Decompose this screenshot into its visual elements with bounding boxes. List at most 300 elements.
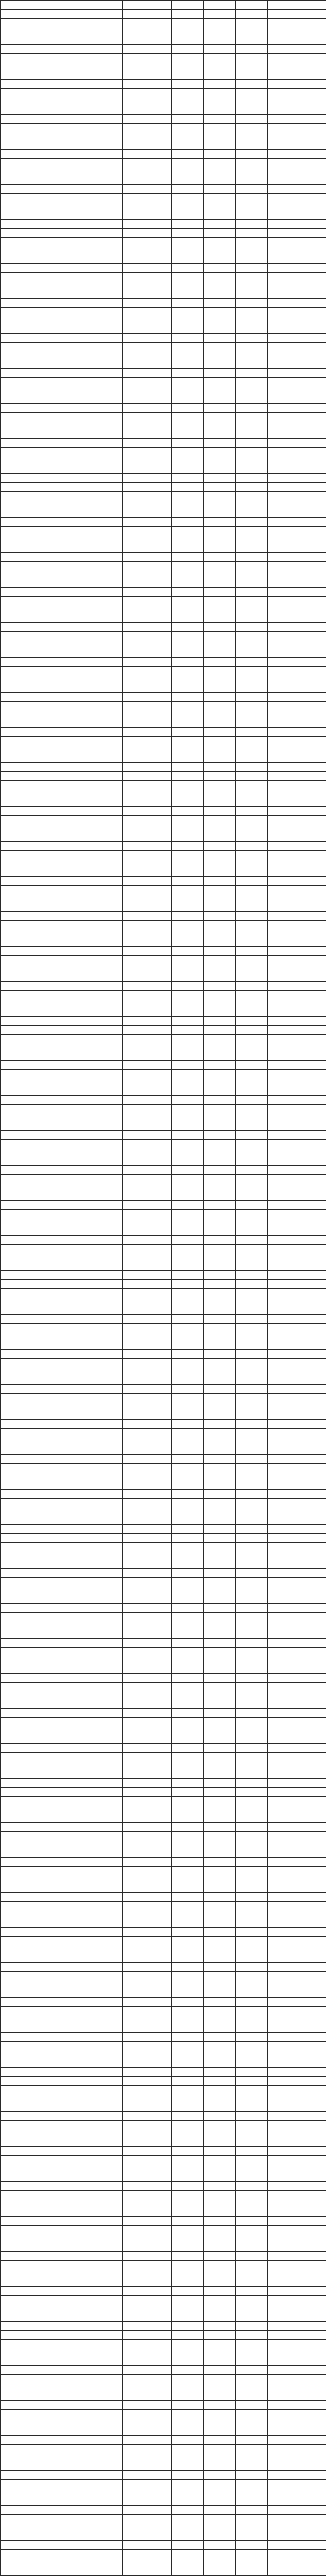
cell-d bbox=[235, 193, 267, 202]
cell-school bbox=[38, 272, 122, 281]
cell-d bbox=[235, 2059, 267, 2067]
cell-c bbox=[203, 2129, 235, 2138]
cell-c bbox=[203, 876, 235, 885]
cell-a bbox=[122, 1621, 171, 1630]
cell-d bbox=[235, 2532, 267, 2540]
cell-school bbox=[38, 1524, 122, 1533]
cell-d bbox=[235, 2295, 267, 2304]
cell-seq bbox=[1, 1130, 38, 1139]
cell-b bbox=[171, 1306, 203, 1314]
table-row bbox=[1, 2243, 326, 2251]
cell-a bbox=[122, 990, 171, 999]
cell-seq bbox=[1, 1463, 38, 1472]
cell-c bbox=[203, 1419, 235, 1428]
cell-a bbox=[122, 1516, 171, 1524]
cell-c bbox=[203, 1244, 235, 1253]
cell-school bbox=[38, 561, 122, 570]
table-row bbox=[1, 719, 326, 727]
cell-c bbox=[203, 990, 235, 999]
cell-a bbox=[122, 2497, 171, 2505]
cell-school bbox=[38, 1778, 122, 1787]
cell-b bbox=[171, 1437, 203, 1446]
cell-school bbox=[38, 1087, 122, 1095]
cell-b bbox=[171, 1209, 203, 1218]
table-row bbox=[1, 570, 326, 579]
cell-d bbox=[235, 1603, 267, 1612]
cell-seq bbox=[1, 141, 38, 149]
cell-seq bbox=[1, 53, 38, 62]
table-row bbox=[1, 1498, 326, 1507]
cell-seq bbox=[1, 1122, 38, 1130]
cell-a bbox=[122, 2392, 171, 2400]
cell-seq bbox=[1, 2260, 38, 2269]
cell-rank bbox=[267, 736, 326, 745]
cell-a bbox=[122, 981, 171, 990]
cell-school bbox=[38, 2015, 122, 2024]
table-row bbox=[1, 2006, 326, 2015]
cell-rank bbox=[267, 561, 326, 570]
cell-d bbox=[235, 62, 267, 71]
cell-b bbox=[171, 2067, 203, 2076]
table-row bbox=[1, 798, 326, 806]
cell-school bbox=[38, 456, 122, 465]
cell-rank bbox=[267, 649, 326, 657]
cell-c bbox=[203, 1682, 235, 1691]
cell-rank bbox=[267, 2076, 326, 2085]
cell-d bbox=[235, 1927, 267, 1936]
cell-b bbox=[171, 2208, 203, 2216]
cell-school bbox=[38, 2348, 122, 2357]
cell-d bbox=[235, 1682, 267, 1691]
cell-seq bbox=[1, 2444, 38, 2453]
table-row bbox=[1, 2409, 326, 2418]
cell-seq bbox=[1, 88, 38, 97]
cell-rank bbox=[267, 342, 326, 351]
cell-rank bbox=[267, 789, 326, 798]
cell-b bbox=[171, 561, 203, 570]
cell-b bbox=[171, 377, 203, 386]
table-row bbox=[1, 333, 326, 342]
cell-c bbox=[203, 465, 235, 473]
table-row bbox=[1, 307, 326, 316]
cell-seq bbox=[1, 167, 38, 176]
cell-seq bbox=[1, 71, 38, 79]
cell-rank bbox=[267, 1577, 326, 1586]
table-row bbox=[1, 2558, 326, 2567]
cell-b bbox=[171, 325, 203, 333]
cell-a bbox=[122, 1052, 171, 1060]
cell-b bbox=[171, 526, 203, 535]
cell-seq bbox=[1, 2173, 38, 2181]
cell-d bbox=[235, 386, 267, 395]
table-row bbox=[1, 1349, 326, 1358]
cell-rank bbox=[267, 666, 326, 675]
cell-a bbox=[122, 2155, 171, 2164]
cell-d bbox=[235, 2234, 267, 2243]
table-row bbox=[1, 395, 326, 403]
cell-b bbox=[171, 719, 203, 727]
cell-school bbox=[38, 1332, 122, 1341]
cell-b bbox=[171, 141, 203, 149]
table-row bbox=[1, 938, 326, 946]
cell-seq bbox=[1, 2190, 38, 2199]
cell-d bbox=[235, 552, 267, 561]
cell-c bbox=[203, 2567, 235, 2575]
cell-c bbox=[203, 1814, 235, 1822]
cell-b bbox=[171, 1297, 203, 1306]
cell-seq bbox=[1, 2374, 38, 2383]
cell-seq bbox=[1, 2278, 38, 2286]
table-row bbox=[1, 1840, 326, 1849]
cell-c bbox=[203, 2418, 235, 2427]
cell-seq bbox=[1, 1743, 38, 1752]
cell-d bbox=[235, 1647, 267, 1656]
cell-d bbox=[235, 307, 267, 316]
cell-b bbox=[171, 1892, 203, 1901]
cell-rank bbox=[267, 824, 326, 833]
cell-rank bbox=[267, 53, 326, 62]
cell-c bbox=[203, 649, 235, 657]
cell-b bbox=[171, 2059, 203, 2067]
cell-a bbox=[122, 1647, 171, 1656]
cell-a bbox=[122, 202, 171, 211]
cell-c bbox=[203, 1752, 235, 1761]
cell-a bbox=[122, 859, 171, 868]
cell-d bbox=[235, 325, 267, 333]
cell-d bbox=[235, 701, 267, 710]
cell-a bbox=[122, 1524, 171, 1533]
cell-b bbox=[171, 438, 203, 447]
cell-rank bbox=[267, 237, 326, 246]
cell-b bbox=[171, 1673, 203, 1682]
cell-rank bbox=[267, 97, 326, 106]
cell-rank bbox=[267, 833, 326, 841]
table-row bbox=[1, 1367, 326, 1376]
cell-seq bbox=[1, 1524, 38, 1533]
cell-seq bbox=[1, 1148, 38, 1157]
cell-seq bbox=[1, 2357, 38, 2365]
table-row bbox=[1, 841, 326, 850]
cell-d bbox=[235, 53, 267, 62]
cell-d bbox=[235, 1743, 267, 1752]
cell-a bbox=[122, 684, 171, 692]
cell-seq bbox=[1, 149, 38, 158]
cell-c bbox=[203, 2059, 235, 2067]
cell-rank bbox=[267, 246, 326, 255]
cell-a bbox=[122, 754, 171, 762]
table-row bbox=[1, 1052, 326, 1060]
cell-school bbox=[38, 333, 122, 342]
table-row bbox=[1, 2357, 326, 2365]
cell-a bbox=[122, 2286, 171, 2295]
cell-b bbox=[171, 964, 203, 973]
cell-rank bbox=[267, 1016, 326, 1025]
cell-rank bbox=[267, 2523, 326, 2532]
cell-school bbox=[38, 1376, 122, 1384]
cell-d bbox=[235, 71, 267, 79]
cell-b bbox=[171, 1463, 203, 1472]
cell-b bbox=[171, 1831, 203, 1840]
cell-rank bbox=[267, 1700, 326, 1708]
cell-seq bbox=[1, 2199, 38, 2208]
cell-c bbox=[203, 1647, 235, 1656]
cell-a bbox=[122, 2418, 171, 2427]
cell-school bbox=[38, 1603, 122, 1612]
cell-rank bbox=[267, 202, 326, 211]
cell-c bbox=[203, 2260, 235, 2269]
cell-b bbox=[171, 2076, 203, 2085]
cell-c bbox=[203, 561, 235, 570]
cell-school bbox=[38, 1428, 122, 1437]
cell-b bbox=[171, 307, 203, 316]
cell-seq bbox=[1, 579, 38, 587]
cell-b bbox=[171, 1805, 203, 1814]
table-row bbox=[1, 2295, 326, 2304]
cell-a bbox=[122, 535, 171, 544]
cell-rank bbox=[267, 1892, 326, 1901]
cell-b bbox=[171, 2540, 203, 2549]
table-row bbox=[1, 2041, 326, 2050]
cell-c bbox=[203, 114, 235, 123]
cell-c bbox=[203, 2208, 235, 2216]
table-row bbox=[1, 1130, 326, 1139]
cell-school bbox=[38, 1095, 122, 1104]
cell-school bbox=[38, 2269, 122, 2278]
cell-c bbox=[203, 2462, 235, 2470]
cell-a bbox=[122, 1262, 171, 1270]
cell-seq bbox=[1, 596, 38, 605]
cell-d bbox=[235, 237, 267, 246]
cell-seq bbox=[1, 614, 38, 622]
cell-a bbox=[122, 2453, 171, 2462]
cell-rank bbox=[267, 1857, 326, 1866]
cell-seq bbox=[1, 1586, 38, 1595]
table-row bbox=[1, 2199, 326, 2208]
cell-d bbox=[235, 1069, 267, 1078]
table-row bbox=[1, 1008, 326, 1016]
cell-b bbox=[171, 412, 203, 421]
cell-d bbox=[235, 281, 267, 290]
cell-school bbox=[38, 1489, 122, 1498]
cell-b bbox=[171, 158, 203, 167]
cell-d bbox=[235, 981, 267, 990]
cell-c bbox=[203, 1770, 235, 1778]
cell-d bbox=[235, 1708, 267, 1717]
cell-d bbox=[235, 412, 267, 421]
cell-d bbox=[235, 88, 267, 97]
cell-c bbox=[203, 2146, 235, 2155]
cell-school bbox=[38, 2286, 122, 2295]
cell-c bbox=[203, 1332, 235, 1341]
cell-seq bbox=[1, 351, 38, 360]
cell-seq bbox=[1, 526, 38, 535]
cell-rank bbox=[267, 1279, 326, 1288]
cell-rank bbox=[267, 1183, 326, 1192]
table-row bbox=[1, 2470, 326, 2479]
cell-d bbox=[235, 955, 267, 964]
table-row bbox=[1, 859, 326, 868]
cell-c bbox=[203, 53, 235, 62]
cell-d bbox=[235, 762, 267, 771]
cell-school bbox=[38, 1936, 122, 1945]
cell-rank bbox=[267, 1516, 326, 1524]
table-row bbox=[1, 2138, 326, 2146]
cell-d bbox=[235, 1148, 267, 1157]
table-row bbox=[1, 824, 326, 833]
cell-d bbox=[235, 1560, 267, 1568]
cell-seq bbox=[1, 79, 38, 88]
cell-rank bbox=[267, 1367, 326, 1376]
cell-d bbox=[235, 351, 267, 360]
cell-seq bbox=[1, 158, 38, 167]
cell-school bbox=[38, 1507, 122, 1516]
cell-c bbox=[203, 789, 235, 798]
cell-seq bbox=[1, 535, 38, 544]
cell-c bbox=[203, 815, 235, 824]
cell-a bbox=[122, 1638, 171, 1647]
cell-b bbox=[171, 1743, 203, 1752]
cell-b bbox=[171, 430, 203, 438]
cell-d bbox=[235, 1043, 267, 1052]
table-row bbox=[1, 1533, 326, 1542]
cell-a bbox=[122, 1577, 171, 1586]
cell-seq bbox=[1, 1901, 38, 1910]
cell-b bbox=[171, 500, 203, 509]
cell-a bbox=[122, 368, 171, 377]
cell-seq bbox=[1, 1875, 38, 1884]
cell-a bbox=[122, 2173, 171, 2181]
table-row bbox=[1, 1174, 326, 1183]
cell-c bbox=[203, 2181, 235, 2190]
cell-a bbox=[122, 1761, 171, 1770]
table-row bbox=[1, 211, 326, 219]
cell-rank bbox=[267, 2505, 326, 2514]
cell-a bbox=[122, 1507, 171, 1516]
table-row bbox=[1, 1945, 326, 1954]
cell-b bbox=[171, 1376, 203, 1384]
cell-b bbox=[171, 421, 203, 430]
cell-rank bbox=[267, 640, 326, 649]
cell-a bbox=[122, 2260, 171, 2269]
table-row bbox=[1, 1060, 326, 1069]
cell-a bbox=[122, 701, 171, 710]
cell-b bbox=[171, 1551, 203, 1560]
cell-b bbox=[171, 990, 203, 999]
cell-a bbox=[122, 1034, 171, 1043]
cell-school bbox=[38, 692, 122, 701]
cell-school bbox=[38, 1314, 122, 1323]
cell-seq bbox=[1, 754, 38, 762]
table-row bbox=[1, 2076, 326, 2085]
cell-a bbox=[122, 1, 171, 9]
cell-school bbox=[38, 1638, 122, 1647]
cell-a bbox=[122, 1306, 171, 1314]
cell-rank bbox=[267, 1717, 326, 1726]
cell-a bbox=[122, 929, 171, 938]
table-row bbox=[1, 552, 326, 561]
cell-rank bbox=[267, 1630, 326, 1638]
cell-a bbox=[122, 1989, 171, 1997]
cell-d bbox=[235, 342, 267, 351]
cell-rank bbox=[267, 1673, 326, 1682]
table-row bbox=[1, 1104, 326, 1113]
cell-d bbox=[235, 1008, 267, 1016]
cell-rank bbox=[267, 999, 326, 1008]
cell-a bbox=[122, 342, 171, 351]
cell-rank bbox=[267, 2208, 326, 2216]
cell-c bbox=[203, 79, 235, 88]
table-row bbox=[1, 631, 326, 640]
cell-school bbox=[38, 1901, 122, 1910]
table-row bbox=[1, 2304, 326, 2313]
cell-school bbox=[38, 745, 122, 754]
cell-seq bbox=[1, 2111, 38, 2120]
table-row bbox=[1, 2146, 326, 2155]
cell-seq bbox=[1, 447, 38, 456]
cell-a bbox=[122, 255, 171, 263]
cell-seq bbox=[1, 824, 38, 833]
cell-seq bbox=[1, 2418, 38, 2427]
cell-d bbox=[235, 1805, 267, 1814]
cell-rank bbox=[267, 412, 326, 421]
cell-school bbox=[38, 806, 122, 815]
cell-a bbox=[122, 2190, 171, 2199]
cell-seq bbox=[1, 1253, 38, 1262]
cell-a bbox=[122, 141, 171, 149]
cell-school bbox=[38, 2400, 122, 2409]
cell-school bbox=[38, 2330, 122, 2339]
cell-school bbox=[38, 53, 122, 62]
table-row bbox=[1, 1, 326, 9]
cell-a bbox=[122, 2435, 171, 2444]
cell-b bbox=[171, 263, 203, 272]
cell-b bbox=[171, 2216, 203, 2225]
cell-b bbox=[171, 132, 203, 141]
cell-d bbox=[235, 999, 267, 1008]
cell-a bbox=[122, 1849, 171, 1857]
cell-seq bbox=[1, 1419, 38, 1428]
table-row bbox=[1, 701, 326, 710]
cell-a bbox=[122, 2348, 171, 2357]
cell-a bbox=[122, 1113, 171, 1122]
table-row bbox=[1, 1209, 326, 1218]
cell-rank bbox=[267, 675, 326, 684]
cell-school bbox=[38, 1743, 122, 1752]
cell-b bbox=[171, 1244, 203, 1253]
cell-school bbox=[38, 2470, 122, 2479]
cell-seq bbox=[1, 1341, 38, 1349]
cell-c bbox=[203, 1270, 235, 1279]
cell-seq bbox=[1, 2330, 38, 2339]
cell-b bbox=[171, 1936, 203, 1945]
cell-rank bbox=[267, 2269, 326, 2278]
cell-school bbox=[38, 2462, 122, 2470]
table-row bbox=[1, 1384, 326, 1393]
cell-c bbox=[203, 342, 235, 351]
cell-b bbox=[171, 1454, 203, 1463]
table-row bbox=[1, 1358, 326, 1367]
cell-rank bbox=[267, 2453, 326, 2462]
cell-rank bbox=[267, 2199, 326, 2208]
cell-b bbox=[171, 509, 203, 517]
cell-a bbox=[122, 1752, 171, 1761]
cell-b bbox=[171, 1323, 203, 1332]
table-row bbox=[1, 1980, 326, 1989]
cell-a bbox=[122, 307, 171, 316]
cell-b bbox=[171, 701, 203, 710]
cell-a bbox=[122, 44, 171, 53]
table-row bbox=[1, 1218, 326, 1227]
